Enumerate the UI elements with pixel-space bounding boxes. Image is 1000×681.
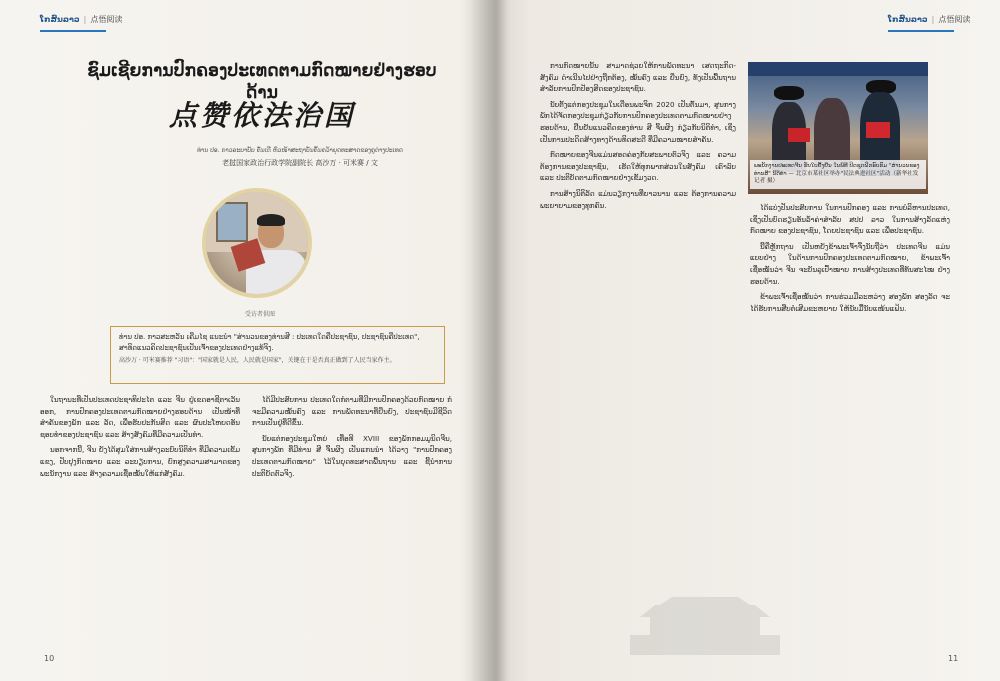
paragraph: ໃນຖານະທີ່ເປັນປະເທດປະຊາທິປະໄຕ ແລະ ຈີນ ຢູ່ເຂດອາຊີຕາເວັນອອກ, ການປົກຄອງປະເທດຕາມກົດໝາຍຢ່າງຮອບດ້ານ ເປັນໜ້າທີ່ສຳຄັນຂອງພັກ ແລະ ລັດ, ເພື່ອຮັບປະກັນສິດ ແລະ ຜົນປະໂຫຍດອັນຊອບທຳຂອງປະຊາຊົນ ແລະ ສ້າງສັງຄົມທີ່ມີຄວາມເປັນທຳ. [40,395,240,439]
header-separator: | [931,15,935,24]
paragraph: ຂ້າພະເຈົ້າເຊື່ອໝັ້ນວ່າ ການຮ່ວມມືລະຫວ່າງ ສອງພັກ ສອງລັດ ຈະໄດ້ຮັບການສືບຕໍ່ເສີມຂະຫຍາຍ ໃຫ້ນັບມື້ນັບແໜ້ນແຟ້ນ. [750,292,950,313]
author-portrait [202,188,312,298]
paragraph: ໄດ້ແບ່ງປັນປະສົບການ ໃນການປົກຄອງ ແລະ ການບໍລິຫານປະເທດ, ເຊິ່ງເປັນບົດຮຽນອັນລ້ຳຄ່າສຳລັບ ສປປ ລາວ ໃນການສ້າງລັດແຫ່ງກົດໝາຍ ຂອງປະຊາຊົນ, ໂດຍປະຊາຊົນ ແລະ ເພື່ອປະຊາຊົນ. [750,203,950,236]
paragraph: ນີ້ຄືຫຼັກຖານ ເປັນຫຍັງຂ້າພະເຈົ້າຈຶ່ງນັບຖືວ່າ ປະເທດຈີນ ແມ່ນແບບຢ່າງ ໃນດ້ານການປົກຄອງປະເທດຕາມກົດໝາຍ, ຂ້າພະເຈົ້າເຊື່ອໝັ້ນວ່າ ຈີນ ຈະບັນລຸເປົ້າໝາຍ ການສ້າງປະເທດທີ່ທັນສະໄໝ ຢ່າງຮອບດ້ານ. [750,241,950,286]
page-number-left: 10 [44,654,55,663]
byline-lao: ທ່ານ ປອ. ກາວລະບາບັບ ຄັ່ນເຕີ ຫົວໜ້າສະຖາບັນຄົ້ນຄວ້າຍຸດທະສາດຂອງຄູຕ່າງປະເທດ [197,147,403,154]
pull-quote-cn: 高沙万 · 可米赛推荐 "习语"："国家就是人民，人民就是国家"，关键在于是否真正做到了人民当家作主。 [119,357,396,364]
portrait-caption: 受访者供图 [244,311,275,318]
paragraph: ກົດໝາຍຂອງຈີນແມ່ນສອດຄ່ອງກັບສະພາບຕົວຈິງ ແລະ ຄວາມຕ້ອງການຂອງປະຊາຊົນ, ເຮັດໃຫ້ທຸກພາກສ່ວນໃນສັງຄົມ ເຄົາລົບ ແລະ ປະຕິບັດຕາມກົດໝາຍຢ່າງເຂັ້ມງວດ. [540,150,736,183]
left-header [40,14,122,25]
paragraph: ການສ້າງນິຕິລັດ ແມ່ນວຽກງານທີ່ຍາວນານ ແລະ ຕ້ອງການຄວາມພະຍາຍາມຂອງທຸກຄົນ. [540,188,736,210]
byline-cn: 老挝国家政治行政学院副院长 高沙万 · 可米赛 / 文 [222,159,378,167]
body-column-4 [750,202,950,318]
paragraph: ນອກຈາກນີ້, ຈີນ ຍັງໄດ້ສຸມໃສ່ການສ້າງລະບົບນິຕິທຳ ທີ່ມີຄວາມເຂັ້ມແຂງ, ປັບປຸງກົດໝາຍ ແລະ ລະບຽບການ, ຍົກສູງຄວາມສາມາດຂອງພະນັກງານ ແລະ ສ້າງຄວາມເຊື່ອໝັ້ນໃຫ້ແກ່ສັງຄົມ. [40,445,240,478]
header-rule [888,30,954,32]
pull-quote-lao: ທ່ານ ປອ. ກາວສະຫວັນ ເຄີ່ມໄຊ ແນະນຳ "ສ່ານວນຂອງທ່ານສີ : ປະເທດໃດຄືປະຊາຊົນ, ປະຊາຊົນຄືປະເທດ", ສາທິດແນວຄິດປະຊາຊົນເປັນເຈົ້າຂອງປະເທດຢ່າງແທ້ຈິງ. [119,333,420,352]
paragraph: ການກົດໝາຍນັ້ນ ສາມາດຊ່ວຍໃຫ້ການພັດທະນາ ເສດຖະກິດ-ສັງຄົມ ດຳເນີນໄປຢ່າງຖືກຕ້ອງ, ໝັ້ນຄົງ ແລະ ຍືນຍົງ, ທັງເປັນພື້ນຖານສຳລັບການປົກປ້ອງສິດຂອງປະຊາຊົນ. [540,61,736,94]
section-label: 点悟阅读 [938,15,971,24]
ceremony-photo-caption: ພະນັກງານປະເທດຈີນ ຮັບໃບຢັ້ງຢືນ ໃນພິທີ ປິດຊຸດຝຶກອົບຮົມ "ສ່ານວນຂອງທ່ານສີ" ນິຕິທຳ — 北京市某社区举办"民法典进社区"活动（新华社发 记者 摄） [750,160,926,189]
header-separator: | [83,15,87,24]
body-column-1 [40,394,240,483]
brand-label: ໂກສົນລາວ [40,15,80,24]
page-number-right: 11 [948,654,959,663]
article-title-cn: 点赞依法治国 [168,99,355,132]
section-label: 点悟阅读 [90,15,123,24]
right-header [888,14,970,25]
paragraph: ໄດ້ມີປະສົບການ ປະເທດໃດກໍຕາມທີ່ມີການປົກຄອງດ້ວຍກົດໝາຍ ກໍຈະມີຄວາມໝັ້ນຄົງ ແລະ ການພັດທະນາທີ່ຍືນຍົງ, ປະຊາຊົນມີຊີວິດການເປັນຢູ່ທີ່ດີຂຶ້ນ. [252,395,452,428]
paragraph: ນັບຕັ້ງແຕ່ກອງປະຊຸມໃນເດືອນພະຈິກ 2020 ເປັນຕົ້ນມາ, ສູນກາງພັກໄດ້ຈັດກອງປະຊຸມກ່ຽວກັບການປົກຄອງປະເທດຕາມກົດໝາຍຢ່າງຮອບດ້ານ, ຢືນຢັນແນວຄິດຂອງທ່ານ ສີ ຈິ້ນຜິງ ກ່ຽວກັບນິຕິທຳ, ເຊິ່ງເປັນການປະດິດສ້າງທາງດ້ານທິດສະດີ ທີ່ມີຄວາມໝາຍສຳຄັນ. [540,99,736,144]
body-column-3 [540,60,736,215]
gate-watermark [620,595,790,655]
pull-quote-box [110,326,445,384]
brand-label: ໂກສົນລາວ [888,15,928,24]
article-title-lao: ຊົມເຊີຍການປົກຄອງປະເທດຕາມກົດໝາຍຢ່າງຮອບດ້ານ [87,61,437,103]
gutter-shadow [470,0,530,681]
paragraph: ນັບແຕ່ກອງປະຊຸມໃຫຍ່ ເທື່ອທີ XVIII ຂອງພັກກອມມູນິດຈີນ, ສູນກາງພັກ ທີ່ມີທ່ານ ສີ ຈິ້ນຜິງ ເປັນແກນນຳ ໄດ້ວາງ "ການປົກຄອງປະເທດຕາມກົດໝາຍ" ໄວ້ໃນຍຸດທະສາດພື້ນຖານ ແລະ ຊີ້ນຳການປະຕິບັດຕົວຈິງ. [252,433,452,478]
body-column-2 [252,394,452,483]
header-rule [40,30,106,32]
